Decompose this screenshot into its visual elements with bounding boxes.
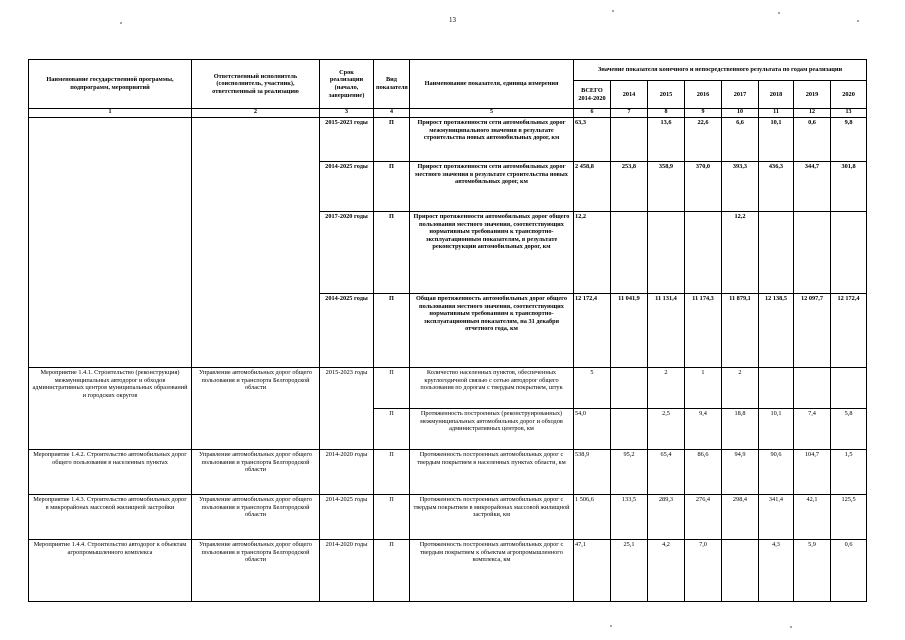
column-number-row	[29, 109, 867, 118]
value-cell: 25,1	[611, 540, 648, 602]
header-year: ВСЕГО 2014-2020	[574, 81, 611, 109]
value-cell	[759, 368, 794, 409]
value-cell: 12 172,4	[831, 294, 867, 368]
activity-name: Мероприятие 1.4.1. Строительство (реконструкция) межмуниципальных автодорог и обходов административных центров муниципальных образований и городских округов	[29, 368, 192, 450]
column-number: 12	[794, 109, 831, 118]
kind-cell: П	[374, 450, 410, 495]
activity-period: 2014-2025 годы	[320, 495, 374, 540]
value-cell: 54,0	[574, 409, 611, 450]
header-year: 2017	[722, 81, 759, 109]
header-year: 2016	[685, 81, 722, 109]
kind-cell: П	[374, 495, 410, 540]
value-cell: 11 879,1	[722, 294, 759, 368]
value-cell: 301,8	[831, 162, 867, 212]
activity-name: Мероприятие 1.4.2. Строительство автомобильных дорог общего пользования в населенных пунктах	[29, 450, 192, 495]
table-row	[29, 540, 867, 602]
period-cell: 2015-2023 годы	[320, 118, 374, 162]
value-cell: 63,3	[574, 118, 611, 162]
indicator-cell: Протяженность построенных автомобильных дорог с твердым покрытием к объектам агропромышленного комплекса, км	[410, 540, 574, 602]
header-year: 2019	[794, 81, 831, 109]
indicator-cell: Протяженность построенных автомобильных дорог с твердым покрытием в населенных пунктах области, км	[410, 450, 574, 495]
value-cell: 86,6	[685, 450, 722, 495]
activity-name: Мероприятие 1.4.4. Строительство автодорог к объектам агропромышленного комплекса	[29, 540, 192, 602]
activity-period: 2014-2020 годы	[320, 450, 374, 495]
kind-cell: П	[374, 368, 410, 409]
column-number: 9	[685, 109, 722, 118]
column-number: 2	[192, 109, 320, 118]
value-cell: 4,3	[759, 540, 794, 602]
header-program: Наименование государственной программы, подпрограмм, мероприятий	[29, 60, 192, 109]
table-row	[29, 368, 867, 409]
value-cell: 289,3	[648, 495, 685, 540]
column-number: 11	[759, 109, 794, 118]
kind-cell: П	[374, 409, 410, 450]
table-row	[29, 118, 867, 162]
value-cell: 95,2	[611, 450, 648, 495]
value-cell: 104,7	[794, 450, 831, 495]
header-values-group: Значение показателя конечного и непосредственного результата по годам реализации	[574, 60, 867, 81]
value-cell: 1,5	[831, 450, 867, 495]
kind-cell: П	[374, 162, 410, 212]
column-number: 1	[29, 109, 192, 118]
column-number: 7	[611, 109, 648, 118]
value-cell: 65,4	[648, 450, 685, 495]
value-cell: 7,4	[794, 409, 831, 450]
header-year: 2020	[831, 81, 867, 109]
header-executor: Ответственный исполнитель (соисполнитель, участник), ответственный за реализацию	[192, 60, 320, 109]
column-number: 10	[722, 109, 759, 118]
value-cell: 436,3	[759, 162, 794, 212]
value-cell: 42,1	[794, 495, 831, 540]
column-number: 5	[410, 109, 574, 118]
value-cell: 2	[722, 368, 759, 409]
value-cell: 298,4	[722, 495, 759, 540]
column-number: 6	[574, 109, 611, 118]
scan-speck	[778, 12, 780, 14]
value-cell: 0,6	[831, 540, 867, 602]
indicator-cell: Прирост протяженности сети автомобильных дорог местного значения в результате строительства новых автомобильных дорог, км	[410, 162, 574, 212]
value-cell: 2 458,8	[574, 162, 611, 212]
header-year: 2015	[648, 81, 685, 109]
value-cell: 5,9	[794, 540, 831, 602]
value-cell: 2	[648, 368, 685, 409]
table-row	[29, 495, 867, 540]
value-cell: 22,6	[685, 118, 722, 162]
value-cell: 11 041,9	[611, 294, 648, 368]
value-cell: 358,9	[648, 162, 685, 212]
header-indicator: Наименование показателя, единица измерения	[410, 60, 574, 109]
value-cell: 18,8	[722, 409, 759, 450]
value-cell: 125,5	[831, 495, 867, 540]
results-table	[28, 59, 867, 602]
value-cell: 0,6	[794, 118, 831, 162]
activity-name: Мероприятие 1.4.3. Строительство автомобильных дорог в микрорайонах массовой жилищной застройки	[29, 495, 192, 540]
indicator-cell: Протяженность построенных (реконструированных) межмуниципальных автомобильных дорог и обходов административных центров, км	[410, 409, 574, 450]
value-cell	[648, 212, 685, 294]
value-cell: 393,3	[722, 162, 759, 212]
program-cell-empty	[29, 118, 192, 368]
value-cell	[611, 409, 648, 450]
table-row	[29, 450, 867, 495]
scan-speck	[790, 626, 792, 628]
column-number: 13	[831, 109, 867, 118]
indicator-cell: Прирост протяженности сети автомобильных дорог межмуниципального значения в результате строительства новых автомобильных дорог, км	[410, 118, 574, 162]
value-cell	[794, 212, 831, 294]
activity-executor: Управление автомобильных дорог общего пользования и транспорта Белгородской области	[192, 450, 320, 495]
indicator-cell: Общая протяженность автомобильных дорог общего пользования местного значения, соответствующих нормативным требованиям к транспортно-эксплуатационным показателям, на 31 декабря отчетного года, км	[410, 294, 574, 368]
value-cell	[685, 212, 722, 294]
header-year: 2014	[611, 81, 648, 109]
value-cell: 10,1	[759, 409, 794, 450]
period-cell: 2017-2020 годы	[320, 212, 374, 294]
value-cell: 341,4	[759, 495, 794, 540]
executor-cell-empty	[192, 118, 320, 368]
activity-executor: Управление автомобильных дорог общего пользования и транспорта Белгородской области	[192, 495, 320, 540]
value-cell	[611, 118, 648, 162]
indicator-cell: Количество населенных пунктов, обеспеченных круглогодичной связью с сетью автодорог общего пользования по дорогам с твердым покрытием, штук	[410, 368, 574, 409]
column-number: 4	[374, 109, 410, 118]
value-cell	[794, 368, 831, 409]
column-number: 8	[648, 109, 685, 118]
value-cell: 276,4	[685, 495, 722, 540]
value-cell	[831, 368, 867, 409]
value-cell	[759, 212, 794, 294]
value-cell: 370,0	[685, 162, 722, 212]
value-cell	[722, 540, 759, 602]
header-kind: Вид показателя	[374, 60, 410, 109]
activity-period: 2015-2023 годы	[320, 368, 374, 450]
value-cell: 10,1	[759, 118, 794, 162]
kind-cell: П	[374, 540, 410, 602]
value-cell: 133,5	[611, 495, 648, 540]
value-cell: 5,8	[831, 409, 867, 450]
value-cell: 12 172,4	[574, 294, 611, 368]
scan-speck	[120, 22, 122, 24]
value-cell: 5	[574, 368, 611, 409]
value-cell: 6,6	[722, 118, 759, 162]
kind-cell: П	[374, 294, 410, 368]
value-cell: 13,6	[648, 118, 685, 162]
scan-speck	[612, 10, 614, 12]
value-cell: 1	[685, 368, 722, 409]
activity-executor: Управление автомобильных дорог общего пользования и транспорта Белгородской области	[192, 540, 320, 602]
page-number: 13	[449, 16, 456, 24]
value-cell	[831, 212, 867, 294]
indicator-cell: Прирост протяженности автомобильных дорог общего пользования местного значения, соответствующих нормативным требованиям к транспортно-эксплуатационным показателям, в результате реконструкции автомобильных дорог, км	[410, 212, 574, 294]
value-cell: 11 174,3	[685, 294, 722, 368]
value-cell: 253,8	[611, 162, 648, 212]
value-cell: 4,2	[648, 540, 685, 602]
value-cell: 9,4	[685, 409, 722, 450]
value-cell: 7,0	[685, 540, 722, 602]
period-cell: 2014-2025 годы	[320, 294, 374, 368]
value-cell: 11 131,4	[648, 294, 685, 368]
value-cell: 12,2	[574, 212, 611, 294]
scan-speck	[610, 625, 612, 627]
scan-speck	[857, 20, 859, 22]
header-period: Срок реализации (начало, завершение)	[320, 60, 374, 109]
value-cell: 538,9	[574, 450, 611, 495]
value-cell	[611, 212, 648, 294]
value-cell: 47,1	[574, 540, 611, 602]
value-cell: 344,7	[794, 162, 831, 212]
activity-period: 2014-2020 годы	[320, 540, 374, 602]
kind-cell: П	[374, 212, 410, 294]
indicator-cell: Протяженность построенных автомобильных дорог с твердым покрытием в микрорайонах массовой жилищной застройки, км	[410, 495, 574, 540]
value-cell: 12,2	[722, 212, 759, 294]
value-cell: 12 097,7	[794, 294, 831, 368]
value-cell: 94,9	[722, 450, 759, 495]
activity-executor: Управление автомобильных дорог общего пользования и транспорта Белгородской области	[192, 368, 320, 450]
value-cell: 9,8	[831, 118, 867, 162]
value-cell: 90,6	[759, 450, 794, 495]
value-cell	[611, 368, 648, 409]
value-cell: 1 506,6	[574, 495, 611, 540]
period-cell: 2014-2025 годы	[320, 162, 374, 212]
column-number: 3	[320, 109, 374, 118]
value-cell: 12 138,5	[759, 294, 794, 368]
header-year: 2018	[759, 81, 794, 109]
value-cell: 2,5	[648, 409, 685, 450]
kind-cell: П	[374, 118, 410, 162]
